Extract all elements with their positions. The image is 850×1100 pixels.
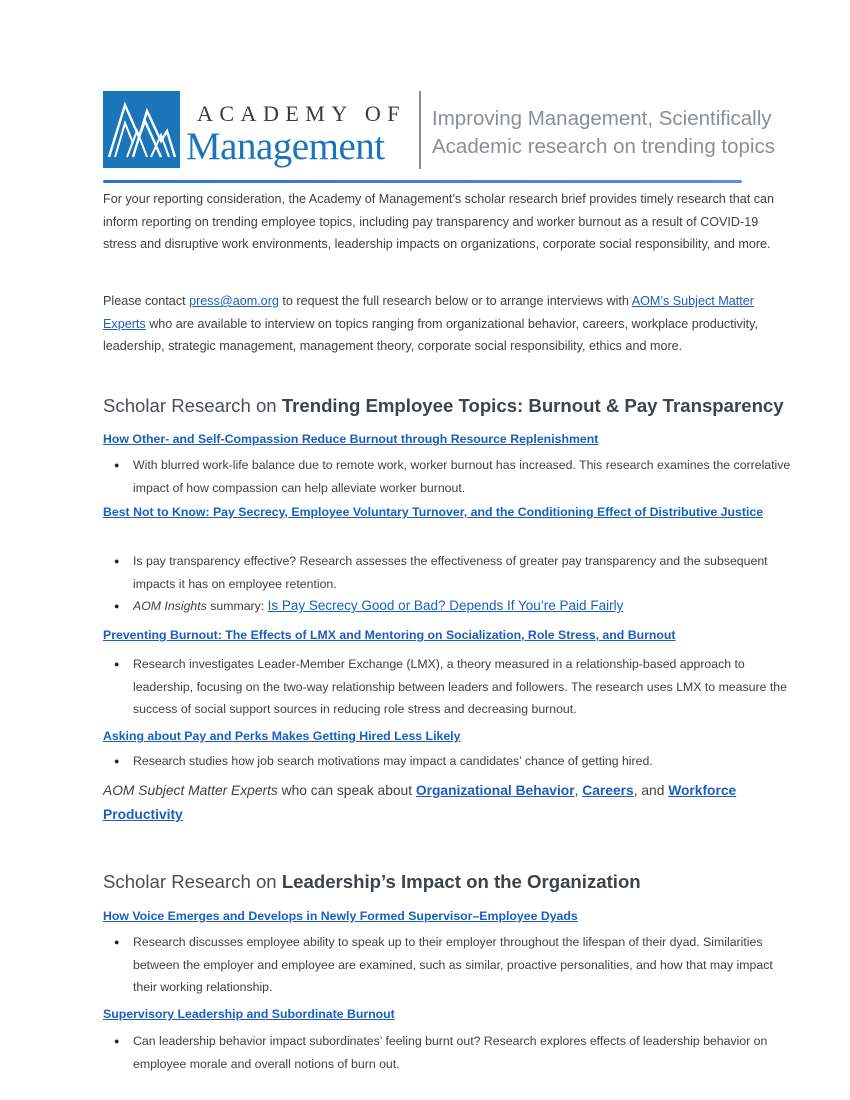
research-bullet-pay-transparency: ● Is pay transparency effective? Research assesses the effectiveness of greater pay transparency and the subsequent impacts it has on employee retention. (133, 550, 793, 595)
section-heading-prefix: Scholar Research on (103, 395, 282, 416)
tagline-line-1: Improving Management, Scientifically (432, 107, 772, 130)
sme-italic-label: AOM Subject Matter Experts (103, 783, 278, 798)
aom-logo-mark (103, 91, 180, 168)
research-link-preventing-burnout[interactable]: Preventing Burnout: The Effects of LMX and Mentoring on Socialization, Role Stress, and Burnout (103, 628, 676, 642)
contact-text-2: to request the full research below or to arrange interviews with (278, 294, 632, 308)
research-bullet-lmx: ● Research investigates Leader-Member Exchange (LMX), a theory measured in a relationship-based approach to leadership, focusing on the two-way relationship between leaders and followers. The research uses LMX to measure the success of social support sources in reducing role stress and decreasing burnout. (133, 653, 793, 721)
logo-text-management: Management (186, 125, 385, 168)
summary-label: summary: (206, 599, 268, 613)
section-heading-burnout (103, 395, 784, 417)
sme-sep-2: , and (633, 783, 669, 798)
research-link-pay-perks[interactable]: Asking about Pay and Perks Makes Getting Hired Less Likely (103, 729, 461, 743)
contact-paragraph (103, 290, 793, 358)
research-link-supervisory-leadership[interactable]: Supervisory Leadership and Subordinate Burnout (103, 1007, 395, 1021)
aom-insights-label: AOM Insights (133, 599, 207, 613)
sme-link-workforce-productivity[interactable]: Workforce Productivity (103, 783, 737, 822)
sme-link[interactable]: AOM’s Subject Matter Experts (103, 294, 754, 331)
research-bullet-voice: ● Research discusses employee ability to speak up to their employer throughout the lifespan of their dyad. Similarities between the employer and employee are examined, such as similar, proactive personalities, and how that may impact their working relationship. (133, 931, 793, 999)
research-bullet-job-search: ● Research studies how job search motivations may impact a candidates’ chance of getting hired. (133, 750, 793, 773)
sme-line (103, 779, 793, 827)
contact-text-3: who are available to interview on topics ranging from organizational behavior, careers, workplace productivity, leadership, strategic management, management theory, corporate social responsibility, ethics and more. (103, 316, 758, 354)
mountain-logo-icon (103, 91, 180, 168)
section-heading-prefix: Scholar Research on (103, 871, 282, 892)
insights-summary-link[interactable]: Is Pay Secrecy Good or Bad? Depends If You’re Paid Fairly (267, 598, 624, 613)
sme-link-org-behavior[interactable]: Organizational Behavior (415, 783, 575, 798)
contact-text-1: Please contact (103, 294, 190, 308)
research-bullet-compassion: ● With blurred work-life balance due to remote work, worker burnout has increased. This research examines the correlative impact of how compassion can help alleviate worker burnout. (133, 454, 793, 499)
research-bullet-leadership-burnout: ● Can leadership behavior impact subordinates’ feeling burnt out? Research explores effects of leadership behavior on employee morale and overall notions of burn out. (133, 1030, 793, 1075)
header-rule (103, 180, 742, 183)
sme-link-careers[interactable]: Careers (582, 783, 634, 798)
sme-text: who can speak about (277, 783, 416, 798)
section-heading-leadership (103, 871, 641, 893)
research-link-pay-secrecy[interactable]: Best Not to Know: Pay Secrecy, Employee Voluntary Turnover, and the Conditioning Effect of Distributive Justice (103, 505, 764, 519)
sme-sep-1: , (574, 783, 583, 798)
research-link-voice-dyads[interactable]: How Voice Emerges and Develops in Newly Formed Supervisor–Employee Dyads (103, 909, 578, 923)
tagline-line-2: Academic research on trending topics (432, 135, 775, 158)
section-heading-bold: Trending Employee Topics: Burnout & Pay Transparency (281, 395, 784, 416)
logo-text-academy-of: ACADEMY OF (197, 101, 407, 126)
intro-paragraph: For your reporting consideration, the Academy of Management’s scholar research brief provides timely research that can inform reporting on trending employee topics, including pay transparency and worker burnout as a result of COVID-19 stress and disruptive work environments, leadership impacts on organizations, corporate social responsibility, and more. (103, 192, 775, 252)
header-divider (419, 91, 421, 169)
press-email-link[interactable]: press@aom.org (189, 294, 279, 308)
research-link-compassion[interactable]: How Other- and Self-Compassion Reduce Burnout through Resource Replenishment (103, 432, 599, 446)
research-bullet-insights (133, 595, 793, 618)
section-heading-bold: Leadership’s Impact on the Organization (281, 871, 641, 892)
